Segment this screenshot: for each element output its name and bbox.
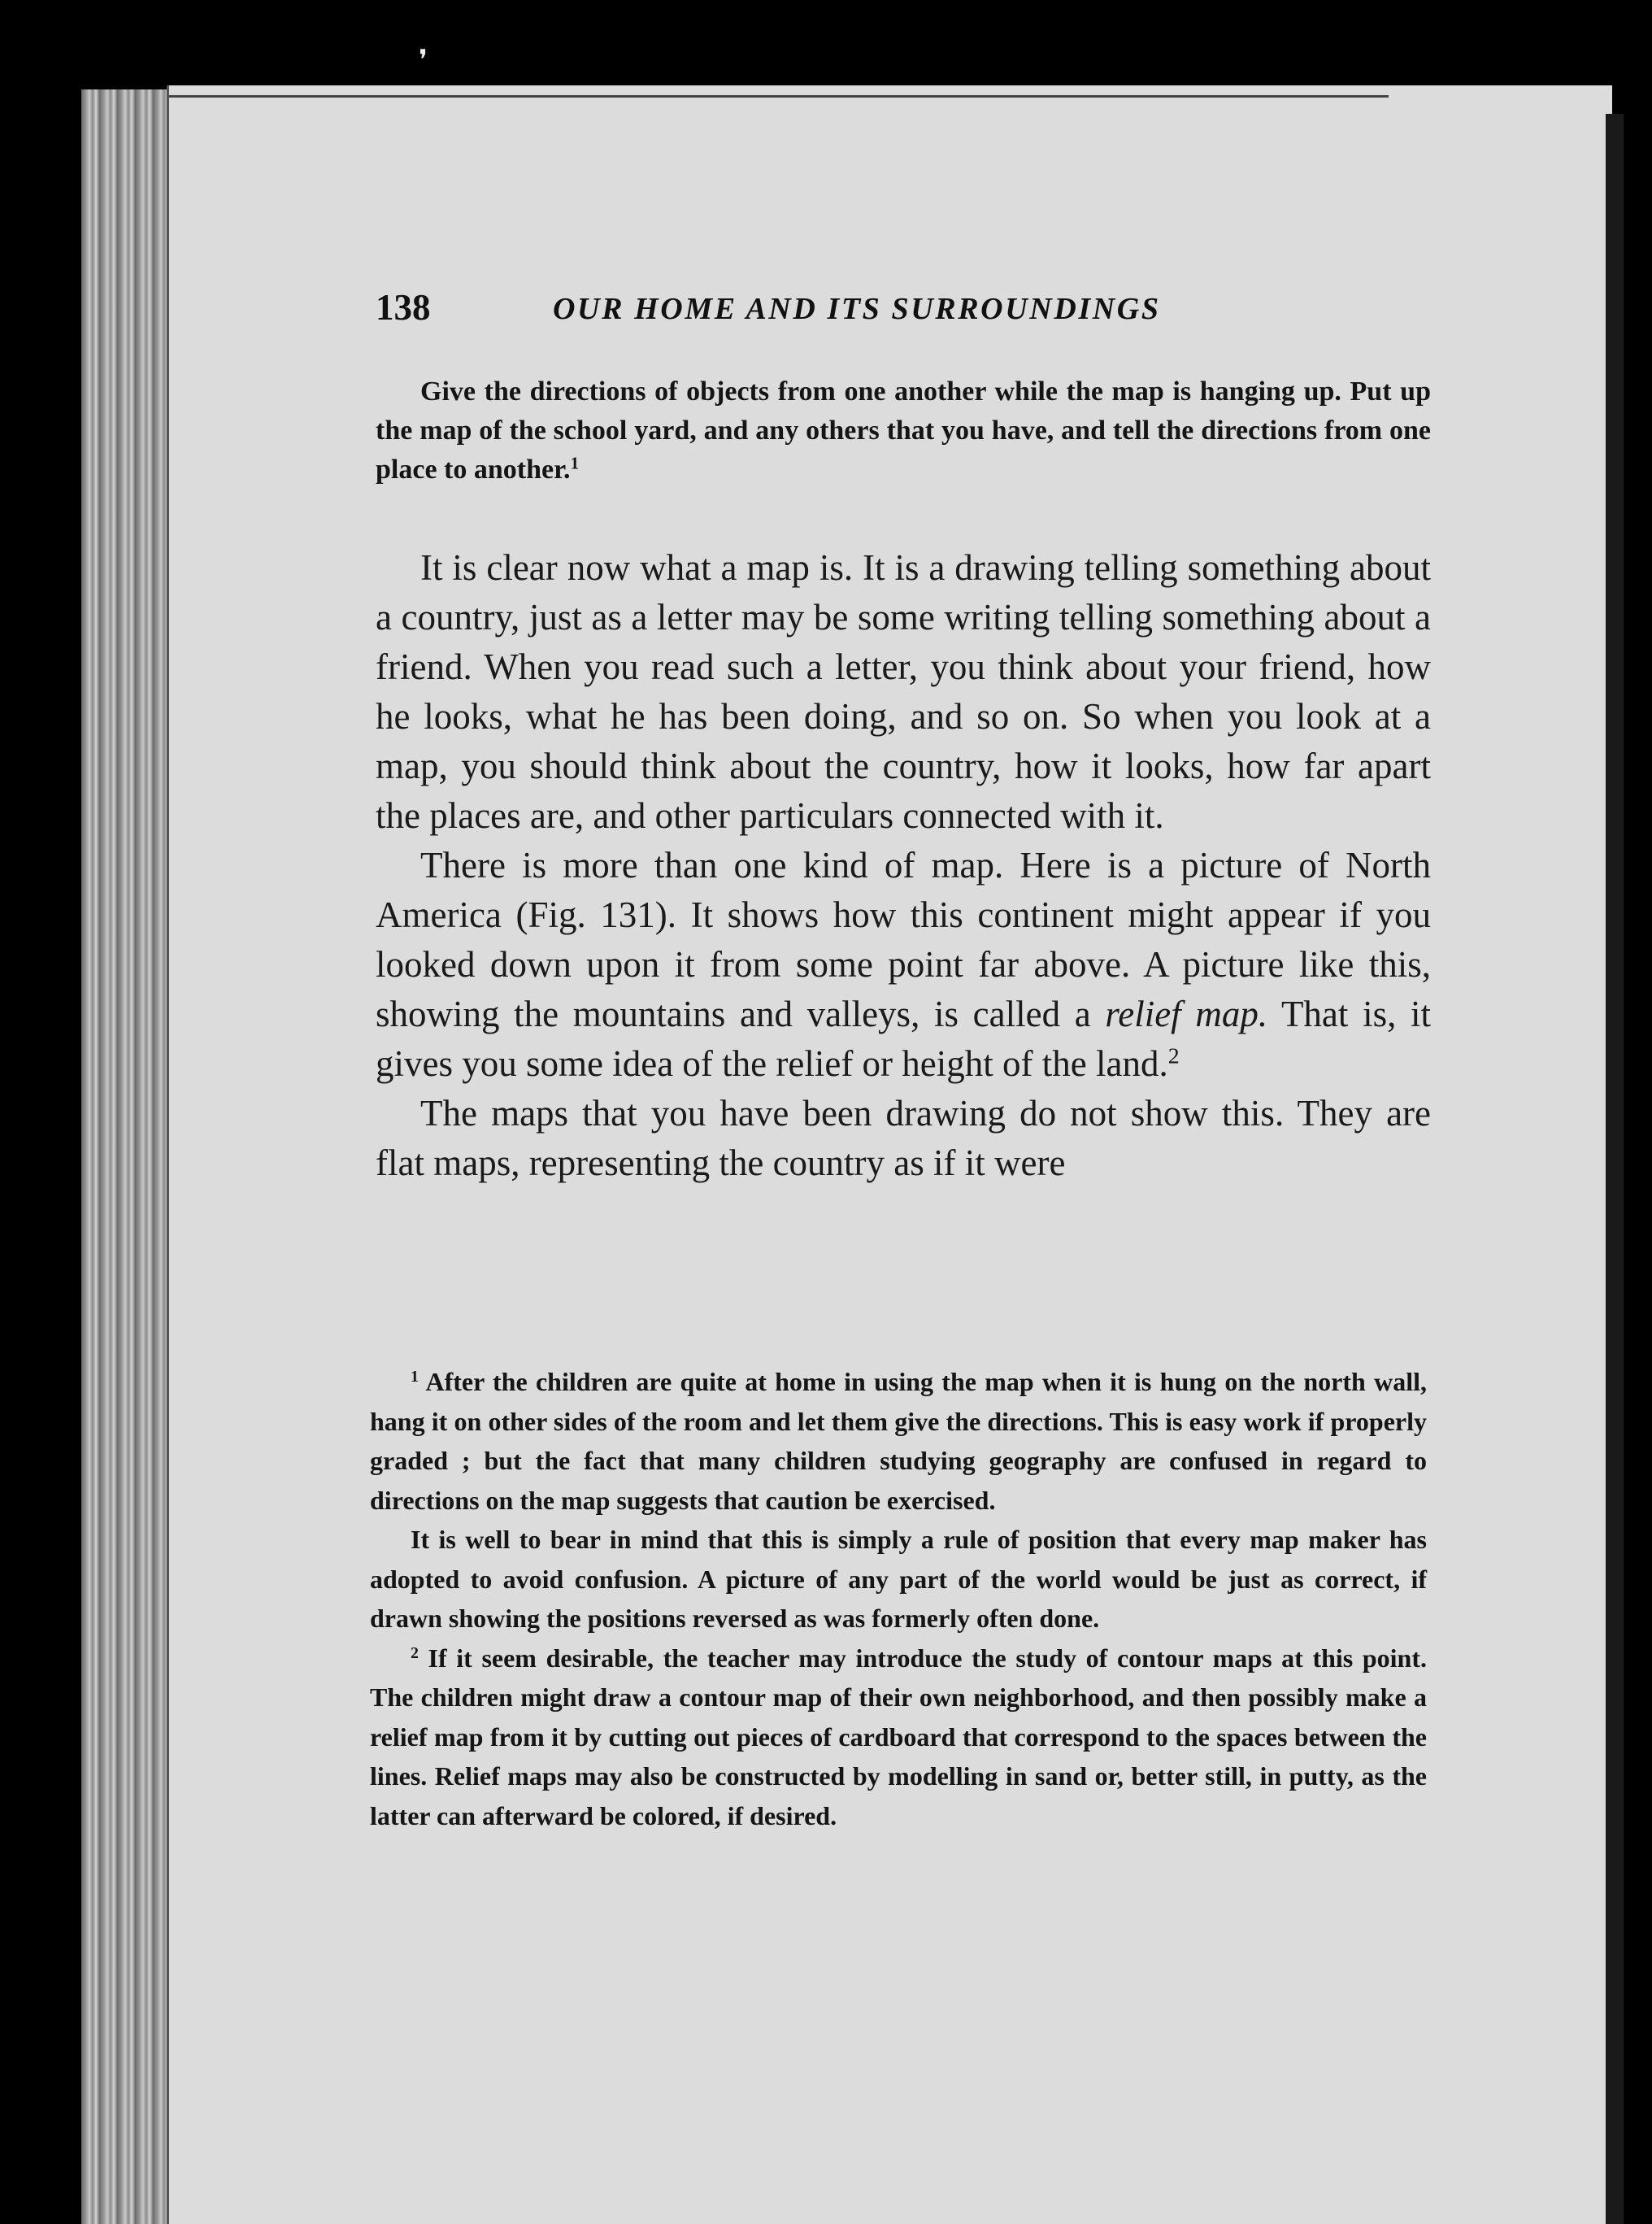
footnote-2: [370, 1639, 1427, 1836]
footnotes: [370, 1362, 1427, 1835]
instruction-text: Give the directions of objects from one another while the map is hanging up. Put up the map of the school yard, and any others that you have, and tell the directions from one place to another.: [376, 376, 1431, 485]
paragraph-relief-map: [376, 841, 1431, 1089]
footnote-ref-1: 1: [570, 453, 580, 473]
paragraph-what-is-a-map: It is clear now what a map is. It is a drawing telling something about a country, just as a letter may be some writing telling something about a friend. When you read such a letter, you think about your friend, how he looks, what he has been doing, and so on. So when you look at a map, you should think about the country, how it looks, how far apart the places are, and other particulars connected with it.: [376, 547, 1431, 836]
footnote-1-continued: It is well to bear in mind that this is simply a rule of position that every map maker has adopted to avoid confusion. A picture of any part of the world would be just as correct, if drawn showing the positions reversed as was formerly often done.: [370, 1525, 1427, 1633]
page-right-edge: [1606, 114, 1624, 2224]
footnote-2-text: If it seem desirable, the teacher may introduce the study of contour maps at this point. The children might draw a contour map of their own neighborhood, and then possibly make a relief map from it by cutting out pieces of cardboard that correspond to the spaces between the lines. Relief maps may also be constructed by modelling in sand or, better still, in putty, as the latter can afterward be colored, if desired.: [370, 1643, 1428, 1830]
scan-mark: ❜: [419, 46, 428, 76]
running-head: OUR HOME AND ITS SURROUNDINGS: [553, 292, 1161, 326]
teacher-instructions: [376, 372, 1431, 490]
footnote-1-marker: 1: [411, 1368, 419, 1386]
footnote-1-text: After the children are quite at home in using the map when it is hung on the north wall, hang it on other sides of the room and let them give the directions. This is easy work if properly graded ; but the fact that many children studying geography are confused in regard to directions on the map suggests that caution be exercised.: [370, 1367, 1428, 1515]
instruction-paragraph: [376, 372, 1431, 490]
relief-text-start: There is more than one kind of map. Here is a picture of North America (Fig. 131). It shows how this continent might appear if you looked down upon it from some point far above. A picture like this, showing the mountains and valleys, is called a: [376, 845, 1431, 1034]
footnote-ref-2: 2: [1167, 1043, 1180, 1069]
relief-map-term: relief map.: [1105, 994, 1268, 1034]
paragraph-flat-maps: The maps that you have been drawing do not show this. They are flat maps, representing the country as if it were: [376, 1093, 1431, 1183]
footnote-1: [370, 1362, 1427, 1520]
page-top-rule: [169, 95, 1389, 98]
page-header: [376, 286, 1432, 335]
main-text: [376, 543, 1431, 1188]
footnote-2-marker: 2: [411, 1643, 419, 1662]
page-number: 138: [376, 287, 431, 328]
relief-text-end: That is, it gives you some idea of the relief or height of the land.: [376, 994, 1431, 1084]
page-edges: [81, 89, 171, 2224]
